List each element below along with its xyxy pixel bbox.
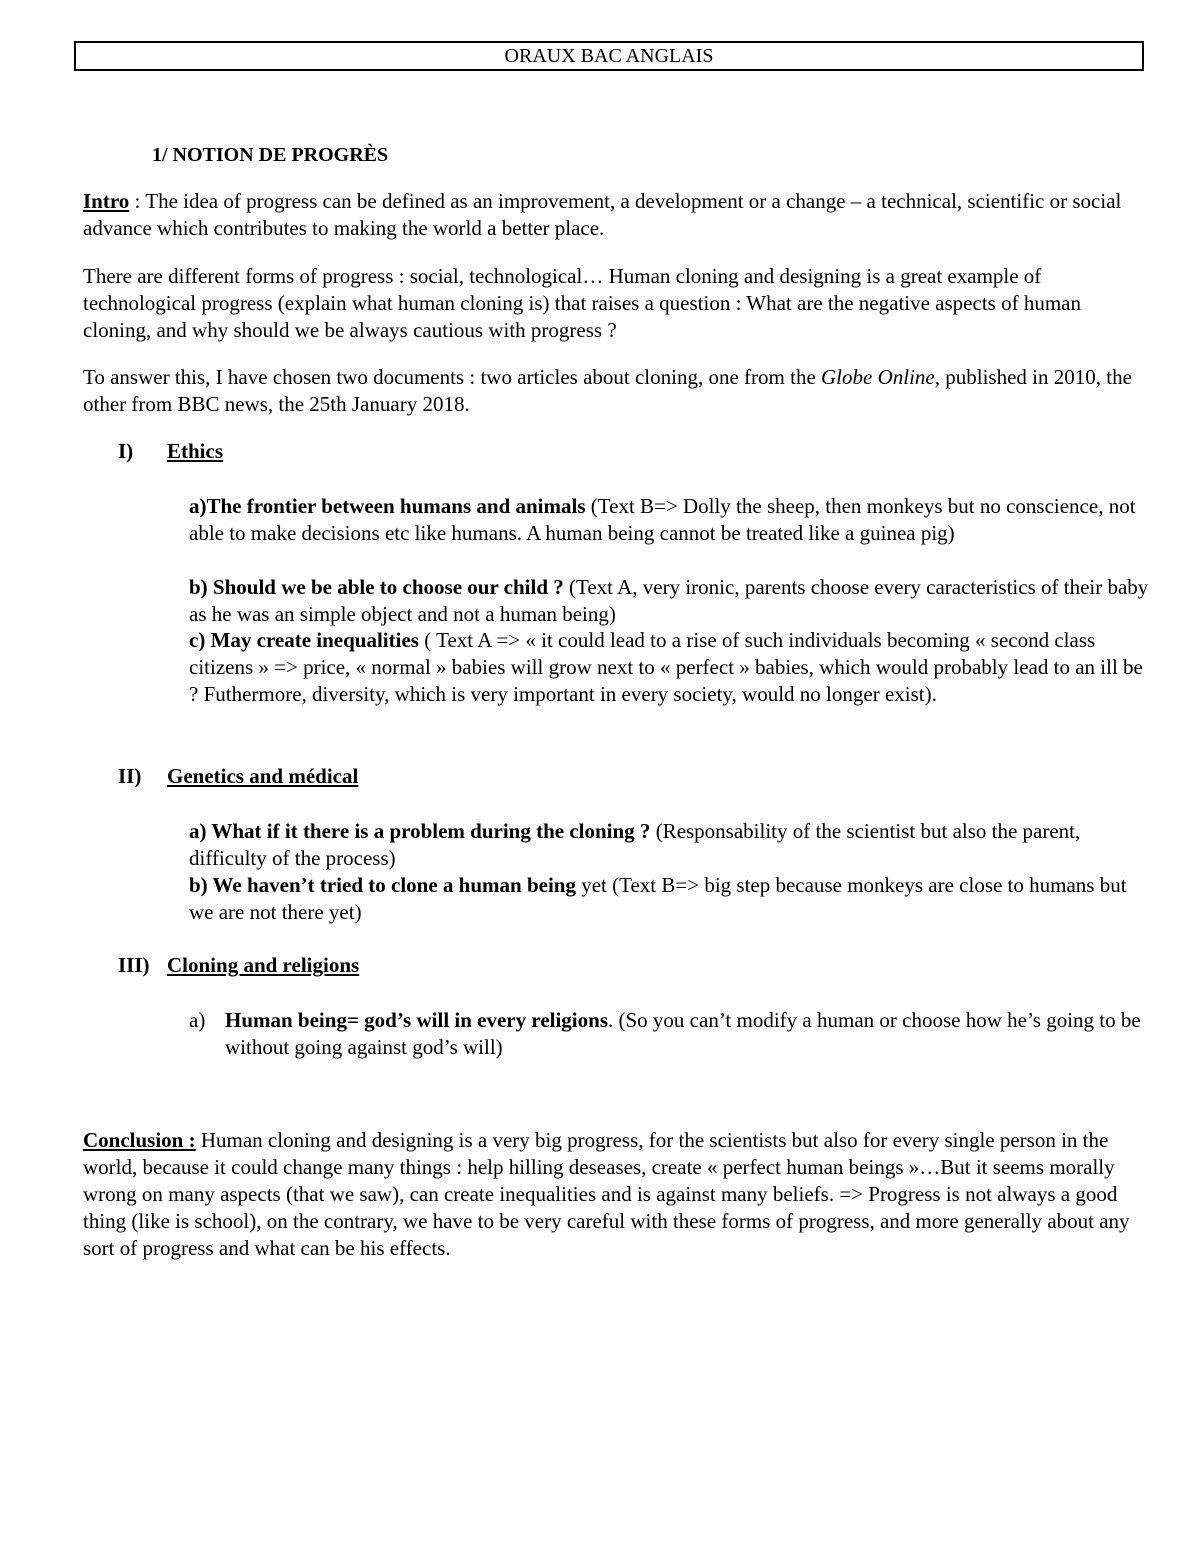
- part1-numeral: I): [118, 439, 134, 463]
- part3-heading: Cloning and religions: [167, 953, 360, 977]
- part1-item-a-text: (Text B=> Dolly the sheep, then monkeys but no conscience, not able to make decisions etc like humans. A human being cannot be treated like a guinea pig): [189, 494, 1136, 545]
- part3-numeral: III): [118, 953, 150, 977]
- part1-item-a-title: a)The frontier between humans and animals: [189, 494, 586, 518]
- part3-item-a: [225, 1007, 1150, 1061]
- documents-source-italic: Globe Online,: [821, 365, 940, 389]
- part1-heading: Ethics: [167, 439, 224, 463]
- intro-label: Intro: [83, 189, 130, 213]
- intro-text: : The idea of progress can be defined as an improvement, a development or a change – a technical, scientific or social advance which contributes to making the world a better place.: [83, 189, 1122, 240]
- progress-forms-paragraph: [83, 263, 1148, 344]
- part2-numeral: II): [118, 764, 142, 788]
- progress-forms-text: There are different forms of progress : social, technological… Human cloning and designing is a great example of technological progress (explain what human cloning is) that raises a question : What are the negative aspects of human cloning, and why should we be always cautious with progress ?: [83, 264, 1081, 342]
- document-title: ORAUX BAC ANGLAIS: [504, 45, 714, 67]
- part3-item-a-title: Human being= god’s will in every religions: [225, 1008, 608, 1032]
- part1-item-a: [189, 493, 1149, 547]
- conclusion-paragraph: [83, 1127, 1148, 1262]
- part2-item-b-title: b) We haven’t tried to clone a human being: [189, 873, 576, 897]
- part1-item-b-title: b) Should we be able to choose our child ?: [189, 575, 564, 599]
- part2-heading: Genetics and médical: [167, 764, 359, 788]
- part1-item-b-text: (Text A, very ironic, parents choose every caracteristics of their baby as he was an simple object and not a human being): [189, 575, 1149, 626]
- documents-text-before: To answer this, I have chosen two documents : two articles about cloning, one from the: [83, 365, 822, 389]
- part3-item-a-text: . (So you can’t modify a human or choose how he’s going to be without going against god’s will): [225, 1008, 1141, 1059]
- part2-item-a-text: (Responsability of the scientist but also the parent, difficulty of the process): [189, 819, 1081, 870]
- part1-item-c: [189, 627, 1149, 708]
- intro-paragraph: [83, 188, 1148, 242]
- document-title-box: [74, 41, 1144, 71]
- documents-paragraph: [83, 364, 1148, 418]
- part2-item-b-text: yet (Text B=> big step because monkeys are close to humans but we are not there yet): [189, 873, 1127, 924]
- documents-text-after: published in 2010, the other from BBC news, the 25th January 2018.: [83, 365, 1132, 416]
- part1-item-c-title: c) May create inequalities: [189, 628, 419, 652]
- conclusion-text: Human cloning and designing is a very big progress, for the scientists but also for every single person in the world, because it could change many things : help hilling deseases, create « perfect human beings »…But it seems morally wrong on many aspects (that we saw), can create inequalities and is against many beliefs. => Progress is not always a good thing (like is school), on the contrary, we have to be very careful with these forms of progress, and more generally about any sort of progress and what can be his effects.: [83, 1128, 1130, 1260]
- conclusion-label: Conclusion :: [83, 1128, 196, 1152]
- part2-item-a: [189, 818, 1149, 872]
- part1-item-b: [189, 574, 1149, 628]
- part1-item-c-text: ( Text A => « it could lead to a rise of such individuals becoming « second class citizens » => price, « normal » babies will grow next to « perfect » babies, which would probably lead to an ill be ? Futhermore, diversity, which is very important in every society, would no longer exist).: [189, 628, 1143, 706]
- part2-item-b: [189, 872, 1149, 926]
- section-title: 1/ NOTION DE PROGRÈS: [152, 144, 389, 166]
- part2-item-a-title: a) What if it there is a problem during the cloning ?: [189, 819, 651, 843]
- part3-item-a-letter: a): [189, 1008, 206, 1032]
